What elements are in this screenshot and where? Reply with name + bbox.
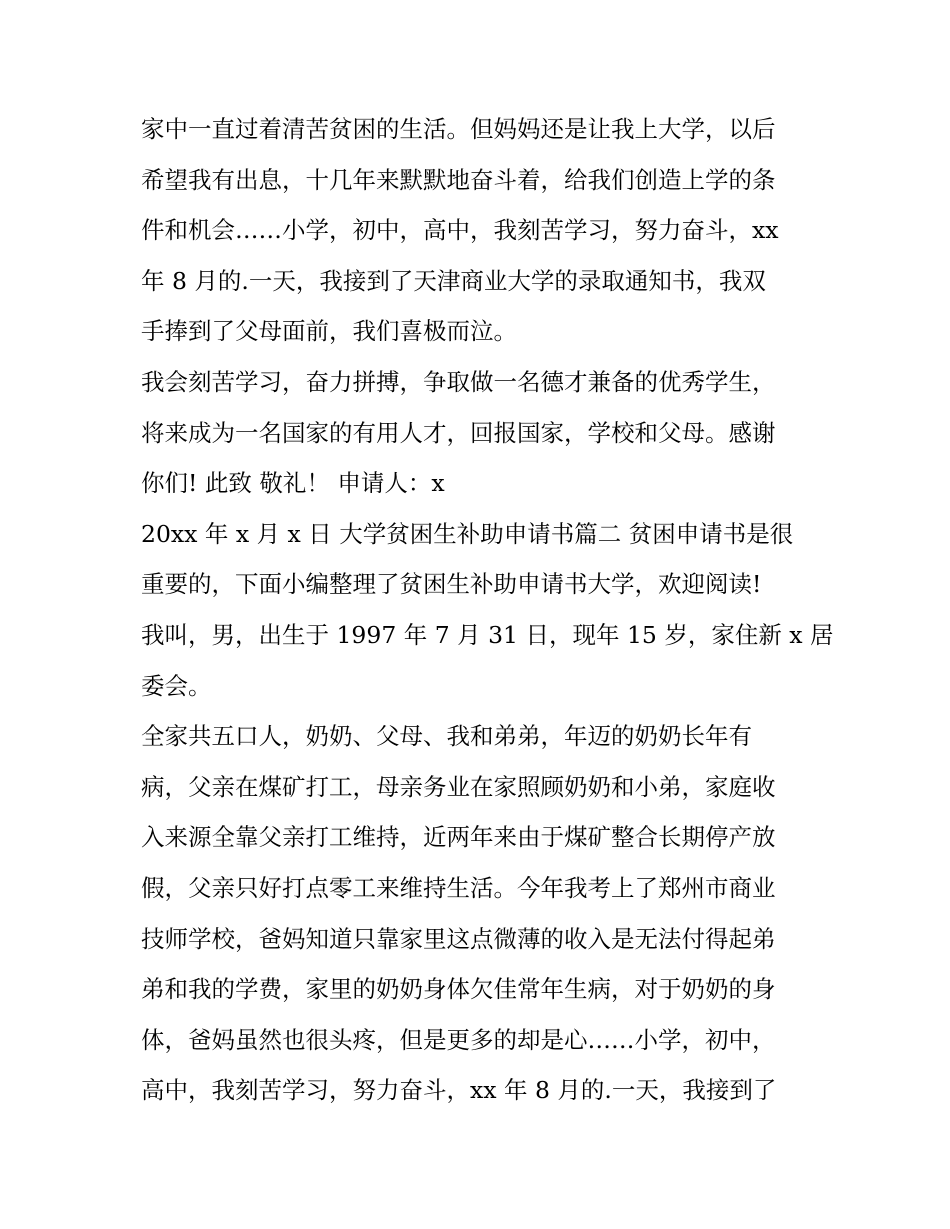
- text-line: 家中一直过着清苦贫困的生活。但妈妈还是让我上大学，以后: [141, 115, 776, 143]
- text-line: 20xx 年 x 月 x 日 大学贫困生补助申请书篇二 贫困申请书是很: [141, 519, 794, 548]
- text-line: 你们! 此致 敬礼！ 申请人：x: [141, 469, 445, 498]
- text-line: 件和机会……小学，初中，高中，我刻苦学习，努力奋斗，xx: [141, 216, 779, 245]
- text-line: 高中，我刻苦学习，努力奋斗，xx 年 8 月的.一天，我接到了: [141, 1076, 777, 1105]
- text-line: 我会刻苦学习，奋力拼搏，争取做一名德才兼备的优秀学生，: [141, 367, 776, 396]
- text-line: 病，父亲在煤矿打工，母亲务业在家照顾奶奶和小弟，家庭收: [141, 772, 776, 801]
- document-body: [141, 104, 834, 1116]
- text-line: 委会。: [141, 671, 212, 700]
- text-line: 技师学校，爸妈知道只靠家里这点微薄的收入是无法付得起弟: [141, 924, 776, 953]
- text-line: 年 8 月的.一天，我接到了天津商业大学的录取通知书，我双: [141, 266, 766, 295]
- text-line: 弟和我的学费，家里的奶奶身体欠佳常年生病，对于奶奶的身: [141, 975, 776, 1004]
- text-line: 我叫，男，出生于 1997 年 7 月 31 日，现年 15 岁，家住新 x 居: [141, 620, 834, 649]
- text-line: 重要的，下面小编整理了贫困生补助申请书大学，欢迎阅读!: [141, 570, 762, 599]
- text-line: 假，父亲只好打点零工来维持生活。今年我考上了郑州市商业: [141, 873, 776, 902]
- text-line: 手捧到了父母面前，我们喜极而泣。: [141, 317, 517, 346]
- text-line: 体，爸妈虽然也很头疼，但是更多的却是心……小学，初中，: [141, 1025, 776, 1054]
- text-line: 入来源全靠父亲打工维持，近两年来由于煤矿整合长期停产放: [141, 823, 776, 852]
- text-line: 将来成为一名国家的有用人才，回报国家，学校和父母。感谢: [141, 418, 776, 447]
- text-line: 希望我有出息，十几年来默默地奋斗着，给我们创造上学的条: [141, 165, 776, 194]
- text-line: 全家共五口人，奶奶、父母、我和弟弟，年迈的奶奶长年有: [141, 722, 752, 751]
